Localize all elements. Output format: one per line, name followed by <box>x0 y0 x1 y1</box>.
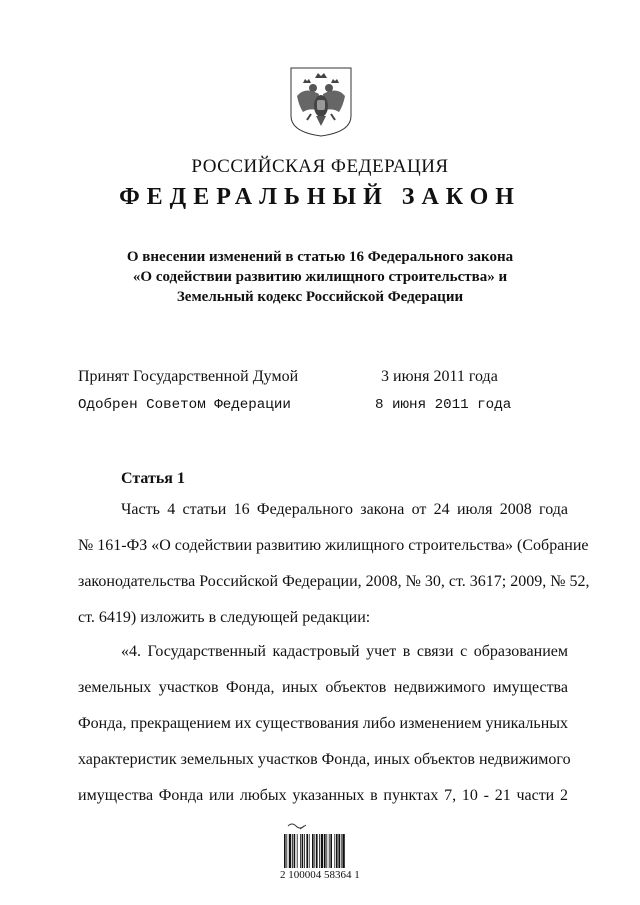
country-name: РОССИЙСКАЯ ФЕДЕРАЦИЯ <box>191 156 449 177</box>
law-subject <box>60 247 580 307</box>
text-line: Фонда, прекращением их существования либо изменением уникальных <box>78 715 568 732</box>
article-paragraph-1 <box>78 500 590 644</box>
duma-date: 3 июня 2011 года <box>381 368 498 385</box>
barcode-image <box>282 820 366 872</box>
text-line: характеристик земельных участков Фонда, иных объектов недвижимого <box>78 751 571 768</box>
article-title: Статья 1 <box>121 470 185 487</box>
text-line: имущества Фонда или любых указанных в пунктах 7, 10 - 21 части 2 <box>78 787 568 804</box>
subject-line: О внесении изменений в статью 16 Федерального закона <box>126 249 514 265</box>
coat-of-arms-emblem <box>289 66 353 138</box>
text-line: земельных участков Фонда, иных объектов недвижимого имущества <box>78 679 568 696</box>
article-paragraph-2 <box>78 642 571 822</box>
text-line: законодательства Российской Федерации, 2008, № 30, ст. 3617; 2009, № 52, <box>78 573 590 590</box>
text-line: № 161-ФЗ «О содействии развитию жилищного строительства» (Собрание <box>78 537 589 554</box>
text-line: ст. 6419) изложить в следующей редакции: <box>78 609 371 626</box>
text-line: «4. Государственный кадастровый учет в связи с образованием <box>121 643 568 660</box>
council-label: Одобрен Советом Федерации <box>78 397 291 413</box>
document-type: ФЕДЕРАЛЬНЫЙ ЗАКОН <box>119 184 521 210</box>
subject-line: «О содействии развитию жилищного строительства» и <box>132 269 508 285</box>
subject-line: Земельный кодекс Российской Федерации <box>176 289 464 305</box>
council-date: 8 июня 2011 года <box>375 397 512 413</box>
duma-label: Принят Государственной Думой <box>78 368 299 385</box>
barcode-number: 2 100004 58364 1 <box>280 869 360 881</box>
text-line: Часть 4 статьи 16 Федерального закона от 24 июля 2008 года <box>121 501 568 518</box>
